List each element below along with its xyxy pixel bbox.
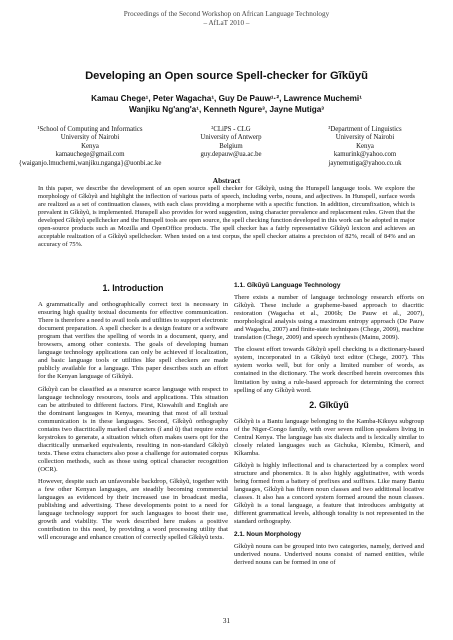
paper-title: Developing an Open source Spell-checker for Gĩkũyũ	[85, 70, 368, 82]
affiliation-org: University of Antwerp	[200, 134, 262, 142]
affiliation-name: ³Department of Linguistics	[328, 126, 402, 133]
author-list	[0, 94, 453, 115]
affiliation-name: ²CLiPS - CLG	[211, 126, 251, 133]
paragraph: Gĩkũyũ is highly inflectional and is characterized by a complex word structure and phonemics. It is also highly agglutinative, with words being formed from a battery of prefixes and suffixes. Like many Bantu languages, Gĩkũyũ has fifteen noun classes and two additional locative classes. It also has a concord system formed around the noun classes. Gĩkũyũ is a tonal language, a feature that introduces ambiguity at different grammatical levels, although tonality is not represented in the standard orthography.	[234, 461, 424, 526]
affiliation-email: kamurink@yahoo.com	[333, 151, 397, 159]
authors-line-2: Wanjiku Ng'ang'a¹, Kenneth Ngure³, Jayne Mutiga³	[128, 104, 325, 114]
subsection-heading-language-technology: 1.1. Gĩkũyũ Language Technology	[234, 282, 341, 289]
paragraph: There exists a number of language technology research efforts on Gĩkũyũ. These include a grapheme-based approach to diacritic restoration (Wagacha et al., 2006b; De Pauw et al., 2007), morphological analysis using a maximum entropy approach (De Pauw and Wagacha, 2007) and finite-state techniques (Chege, 2009), machine translation (Chege, 2009) and speech synthesis (Mainu, 2009).	[234, 294, 424, 342]
proceedings-line-1: Proceedings of the Second Workshop on African Language Technology	[123, 10, 330, 18]
authors-line-1: Kamau Chege¹, Peter Wagacha¹, Guy De Pauw¹·², Lawrence Muchemi¹	[91, 94, 362, 103]
affiliation-email-2: {waiganjo.lmuchemi,wanjiku.nganga}@uonbi.ac.ke	[18, 159, 162, 167]
section-heading-gikuyu: 2. Gĩkũyũ	[309, 399, 349, 410]
paragraph: Gĩkũyũ nouns can be grouped into two categories, namely, derived and underived nouns. Underived nouns consist of named entities, while derived nouns can be formed in one of	[234, 543, 424, 567]
affiliation-place: Kenya	[356, 142, 374, 150]
affiliation-place: Kenya	[81, 142, 99, 150]
affiliation-org: University of Nairobi	[335, 134, 395, 142]
affiliation-email-2: jaynemutiga@yahoo.co.uk	[328, 159, 402, 167]
paragraph: Gĩkũyũ is a Bantu language belonging to the Kamba-Kikuyu subgroup of the Niger-Congo family, with over seven million speakers living in Central Kenya. The language has six dialects and is lexically similar to closely related languages such as Gichuka, Kĩembu, Kĩmerũ, and Kĩkamba.	[234, 417, 424, 457]
page-number: 31	[222, 617, 231, 625]
affiliation-3	[300, 126, 430, 168]
proceedings-line-2: – AfLaT 2010 –	[203, 19, 250, 27]
section-heading-introduction: 1. Introduction	[102, 283, 164, 293]
proceedings-header	[0, 10, 453, 28]
paragraph: Gĩkũyũ can be classified as a resource scarce language with respect to language technology resources, tools and applications. This situation can be attributed to different factors. First, Kiswahili and English are the dominant languages in Kenya, meaning that most of all textual communication is in these languages. Second, Gĩkũyũ orthography contains two diacritically marked characters (ĩ and ũ) that require extra keystrokes to generate, a situation which often makes users opt for the diacritically unmarked equivalents, resulting in non-standard Gĩkũyũ texts. These extra characters also pose a challenge for automated corpus collection methods, such as those using optical character recognition (OCR).	[38, 385, 228, 473]
affiliation-1	[10, 126, 170, 168]
abstract-heading: Abstract	[212, 176, 241, 185]
affiliation-email: guy.depauw@ua.ac.be	[200, 151, 262, 159]
paragraph: A grammatically and orthographically correct text is necessary in ensuring high quality textual documents for effective communication. There is therefore a need to avail tools and utilities to support electronic document preparation. A spell checker is a design feature or a software program that verifies the spelling of words in a document, query, and browsers, among other contexts. The goals of developing human language technology applications can only be achieved if localization, and basic language tools or utilities like spell checkers are made publicly available for a language. This paper describes such an effort for the Kenyan language of Gĩkũyũ.	[38, 301, 228, 381]
affiliation-place: Belgium	[219, 142, 243, 150]
subsection-heading-noun-morphology: 2.1. Noun Morphology	[234, 531, 302, 539]
affiliation-2	[176, 126, 286, 160]
right-column	[234, 282, 424, 571]
affiliation-name: ¹School of Computing and Informatics	[37, 126, 143, 133]
abstract-text: In this paper, we describe the development of an open source spell checker for Gĩkũyũ, using the Hunspell language tools. We explore the morphology of Gĩkũyũ and highlight the inflection of various parts of speech, including verbs, nouns, and adjectives. In Hunspell, surface words are realized as a set of continuation classes, with each class providing a morpheme with a specific function. In addition, circumfixation, which is prevalent in Gĩkũyũ, is implemented. Hunspell also provides for word suggestion, using character prevalence and replacement rules. Given that the developed Gĩkũyũ spellchecker and the Hunspell tools are open source, the spell checking function developed in this work can be adopted in major open-source products such as Mozilla and OpenOffice products. The spell checker has a fairly representative Gĩkũyũ lexicon and achieves an acceptable realization of a Gĩkũyũ spellchecker. When tested on a test corpus, the spell checker attains a precision of 82%, recall of 84% and an accuracy of 75%.	[38, 185, 415, 248]
left-column	[38, 278, 228, 546]
affiliation-email: kamauchege@gmail.com	[55, 151, 125, 159]
paragraph: The closest effort towards Gĩkũyũ spell checking is a dictionary-based system, incorporated in a Gĩkũyũ text editor (Chege, 2007). This system works well, but for only a limited number of words, as contained in the dictionary. The work described herein overcomes this limitation by using a rule-based approach for determining the correct spelling of any Gĩkũyũ word.	[234, 346, 424, 394]
paragraph: However, despite such an unfavorable backdrop, Gĩkũyũ, together with a few other Kenyan languages, are steadily becoming commercial languages as evidenced by their increased use in broadcast media, publishing and advertising. These developments point to a need for language technology support for such languages to boost their use, growth and viability. The work described here makes a positive contribution to this need, by providing a word processing utility that will encourage and enhance creation of correctly spelled Gĩkũyũ texts.	[38, 478, 228, 542]
affiliation-org: University of Nairobi	[60, 134, 120, 142]
